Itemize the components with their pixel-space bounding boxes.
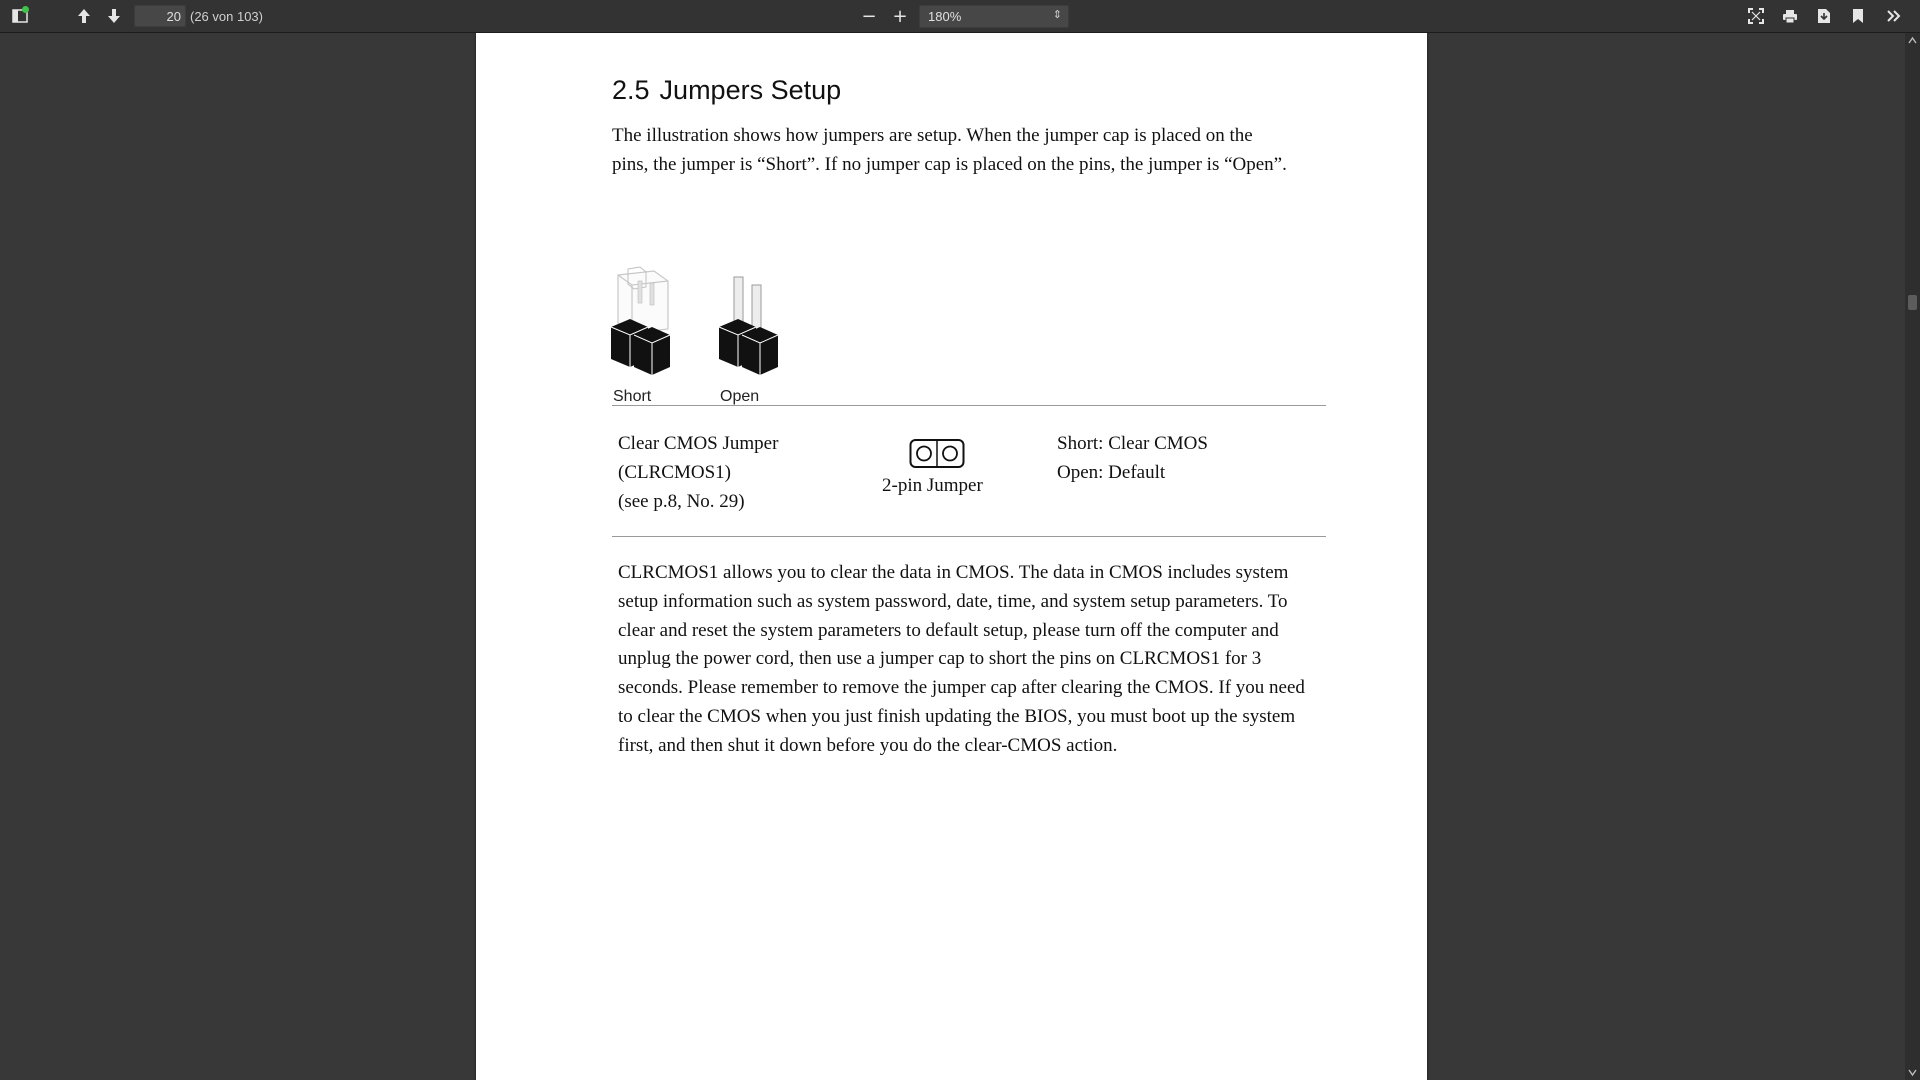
setting-short: Short: Clear CMOS <box>1057 433 1208 454</box>
jumper-name: Clear CMOS Jumper <box>618 433 779 454</box>
pdf-page <box>476 33 1427 1080</box>
two-pin-jumper-icon <box>909 438 965 470</box>
table-bottom-rule <box>612 536 1326 537</box>
toolbar <box>0 0 1920 33</box>
scroll-down-arrow-icon[interactable] <box>1908 1068 1917 1077</box>
updown-caret-icon: ⇕ <box>1052 9 1062 21</box>
download-icon <box>1817 8 1831 24</box>
section-heading <box>612 75 841 106</box>
table-top-rule <box>612 405 1326 406</box>
jumper-description <box>618 429 778 516</box>
minus-icon: − <box>861 5 877 27</box>
setting-open: Open: Default <box>1057 462 1166 483</box>
sidebar-toggle-button[interactable] <box>6 4 34 28</box>
jumper-open-illustration <box>718 255 780 385</box>
jumper-short-illustration <box>610 255 672 385</box>
zoom-out-button[interactable] <box>855 4 883 28</box>
figure-open-label: Open <box>720 388 760 405</box>
tools-menu-button[interactable] <box>1880 4 1908 28</box>
scrollbar-thumb[interactable] <box>1908 295 1917 310</box>
zoom-select[interactable] <box>919 5 1069 28</box>
jumper-id: (CLRCMOS1) <box>618 462 731 483</box>
intro-paragraph: The illustration shows how jumpers are setup. When the jumper cap is placed on the pins, the jumper is “Short”. If no jumper cap is placed on the pins, the jumper is “Open”. <box>612 125 1287 175</box>
bookmark-icon <box>1852 8 1864 24</box>
vertical-scrollbar[interactable] <box>1905 33 1920 1080</box>
next-page-button[interactable] <box>100 4 128 28</box>
section-title: Jumpers Setup <box>659 75 842 105</box>
print-button[interactable] <box>1776 4 1804 28</box>
presentation-mode-button[interactable] <box>1742 4 1770 28</box>
previous-page-button[interactable] <box>70 4 98 28</box>
page-number-input[interactable] <box>134 5 186 27</box>
section-number: 2.5 <box>612 75 650 105</box>
jumper-type-label: 2-pin Jumper <box>882 475 983 496</box>
bookmark-button[interactable] <box>1844 4 1872 28</box>
fullscreen-icon <box>1748 8 1764 24</box>
document-viewer[interactable] <box>0 33 1905 1080</box>
download-button[interactable] <box>1810 4 1838 28</box>
arrow-down-icon <box>107 8 121 24</box>
figure-short-label: Short <box>613 388 652 405</box>
scroll-up-arrow-icon[interactable] <box>1908 36 1917 45</box>
notification-dot <box>22 6 29 13</box>
jumper-settings <box>1057 429 1208 487</box>
page-count: (26 von 103) <box>190 9 263 24</box>
arrow-up-icon <box>77 8 91 24</box>
zoom-in-button[interactable] <box>886 4 914 28</box>
plus-icon: + <box>892 5 908 27</box>
double-chevron-right-icon <box>1886 9 1902 23</box>
clrcmos-description-paragraph: CLRCMOS1 allows you to clear the data in CMOS. The data in CMOS includes system setup information such as system password, date, time, and system setup parameters. To clear and reset the system parameters to default setup, please turn off the computer and unplug the power cord, then use a jumper cap to short the pins on CLRCMOS1 for 3 seconds. Please remember to remove the jumper cap after clearing the CMOS. If you need to clear the CMOS when you just finish updating the BIOS, you must boot up the system first, and then shut it down before you do the clear-CMOS action. <box>618 562 1305 756</box>
jumper-reference: (see p.8, No. 29) <box>618 491 745 512</box>
print-icon <box>1782 9 1798 24</box>
zoom-value: 180% <box>928 9 962 24</box>
